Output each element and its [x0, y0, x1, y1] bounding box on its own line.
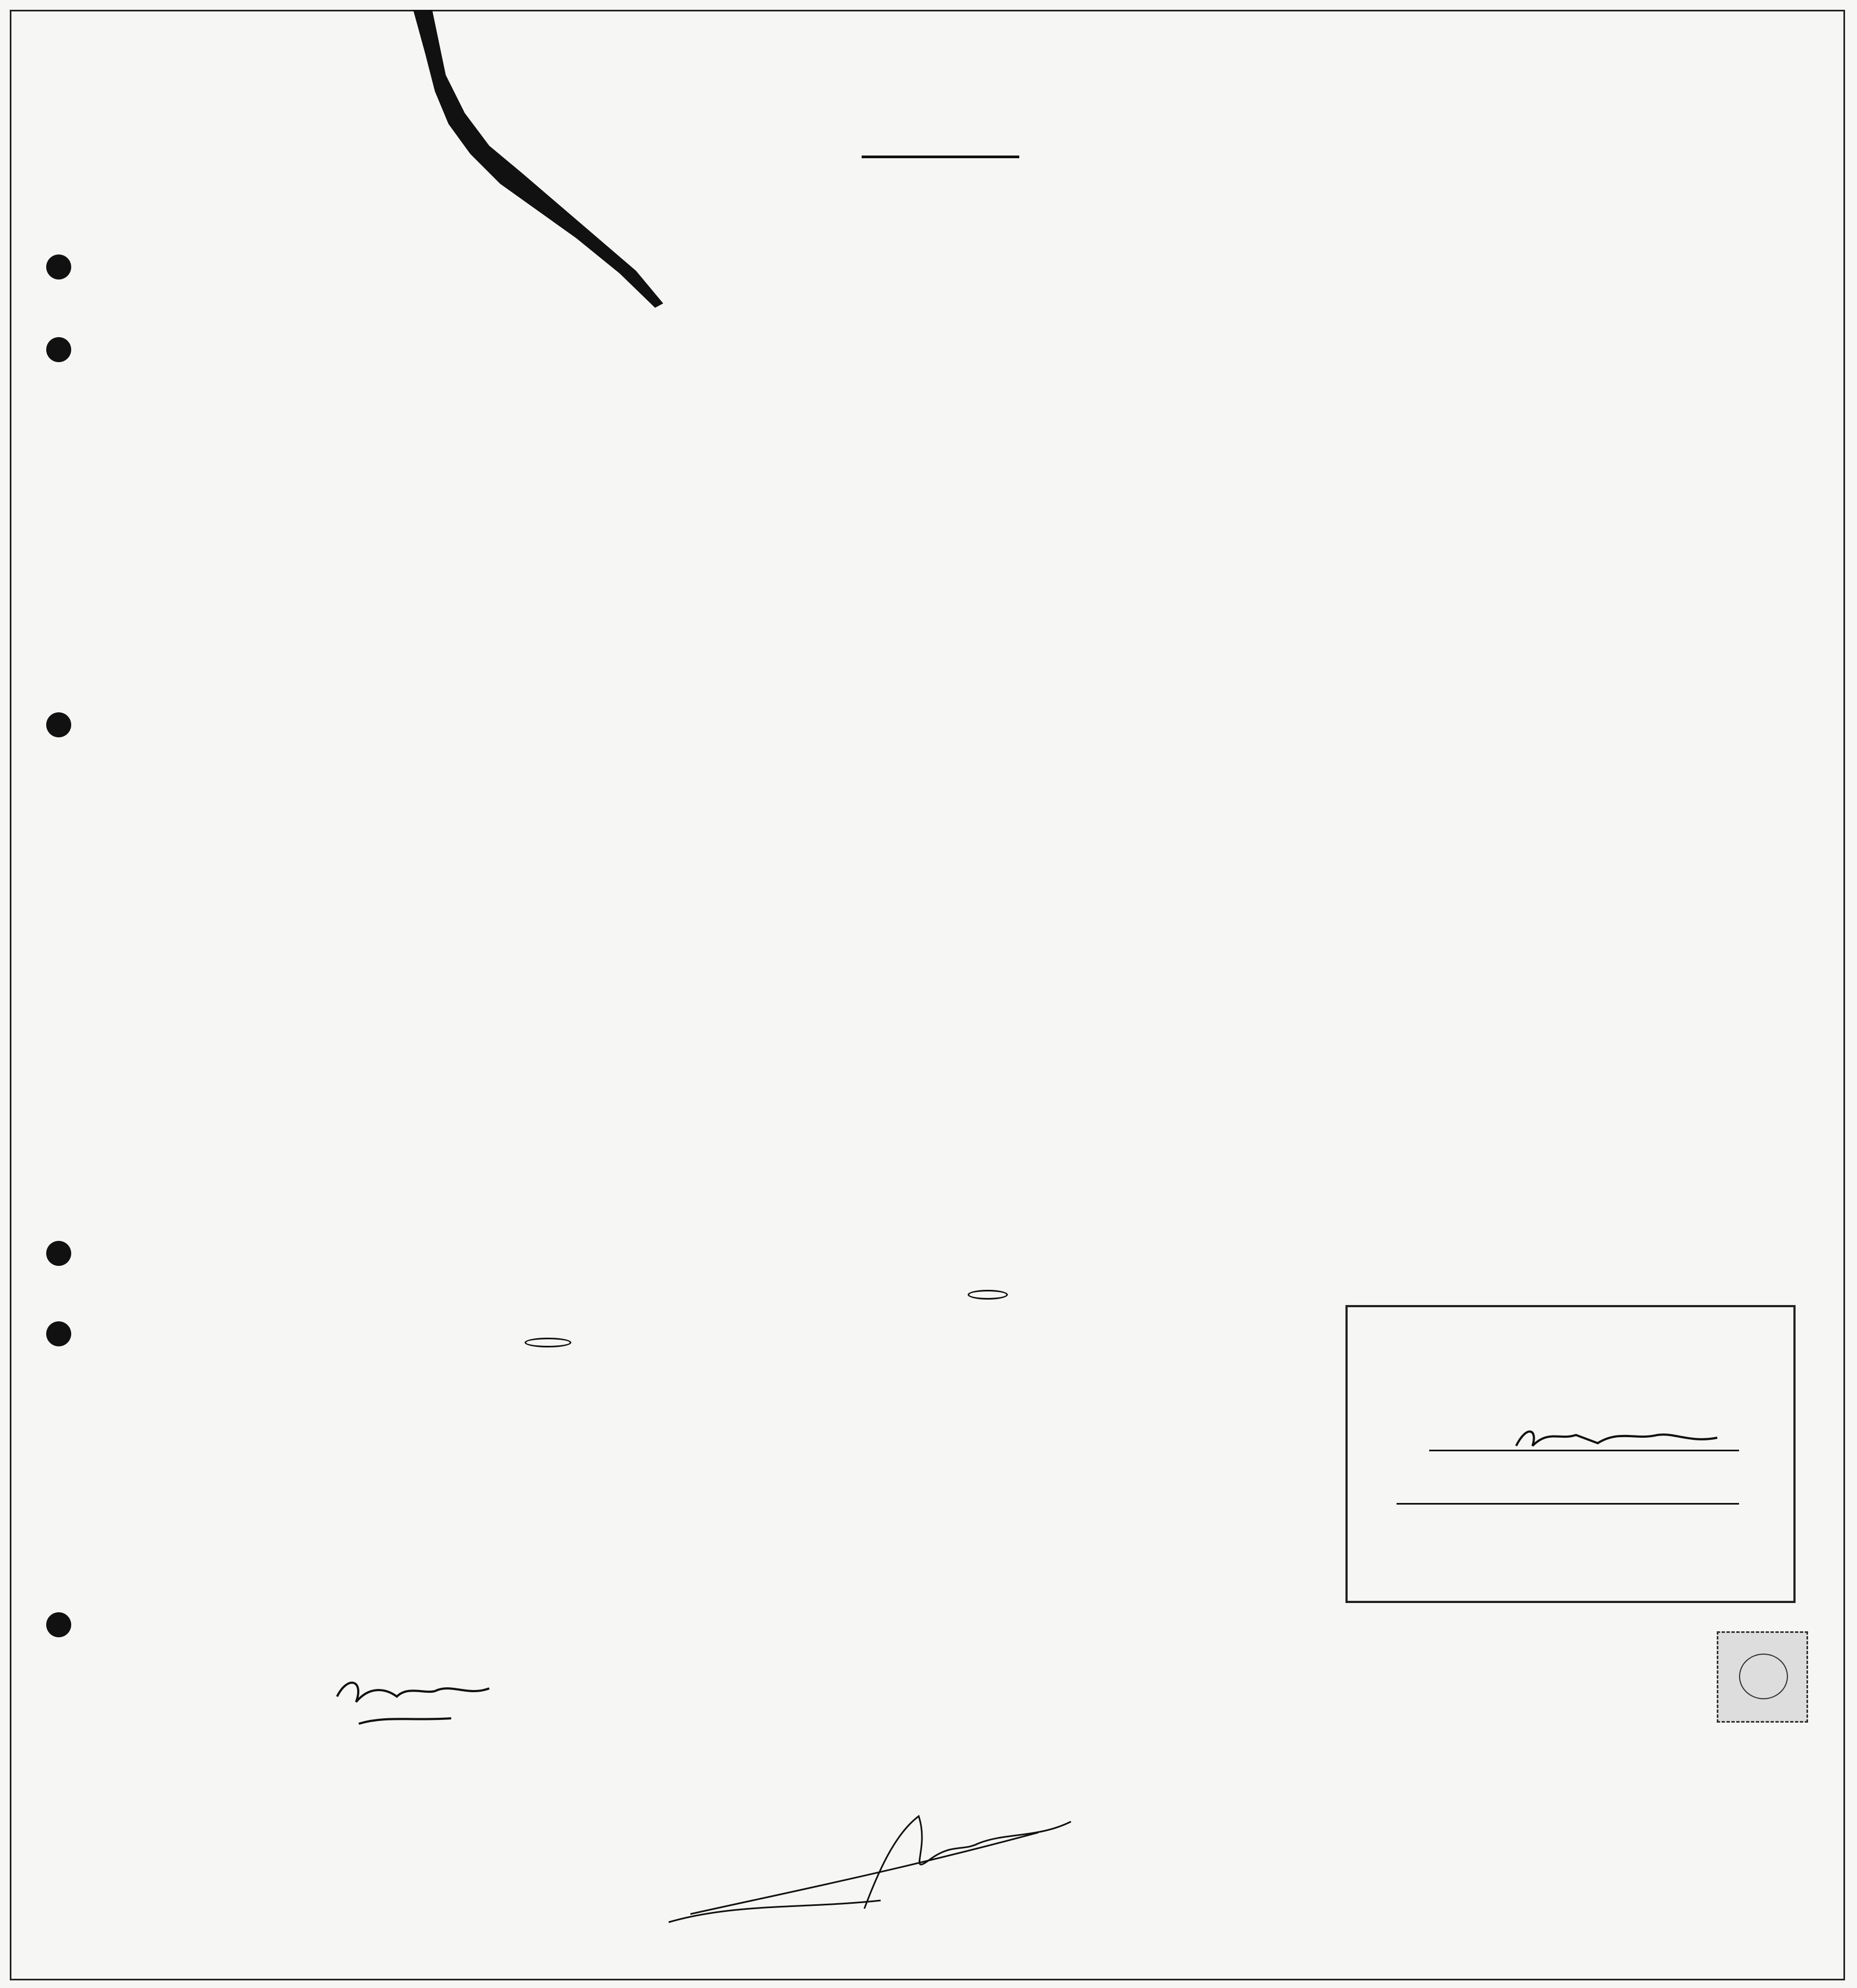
date-line [1397, 1503, 1739, 1505]
consul-signature [1511, 1419, 1739, 1457]
fee-stamp-seal [1739, 1654, 1788, 1699]
inspector-signature [625, 1800, 1142, 1941]
officer-signature [326, 1664, 522, 1735]
total-names-circled [968, 1290, 1008, 1300]
total-sheets-circled [525, 1338, 571, 1347]
fee-stamp [1717, 1631, 1808, 1723]
consulate-stamp [1345, 1305, 1796, 1603]
